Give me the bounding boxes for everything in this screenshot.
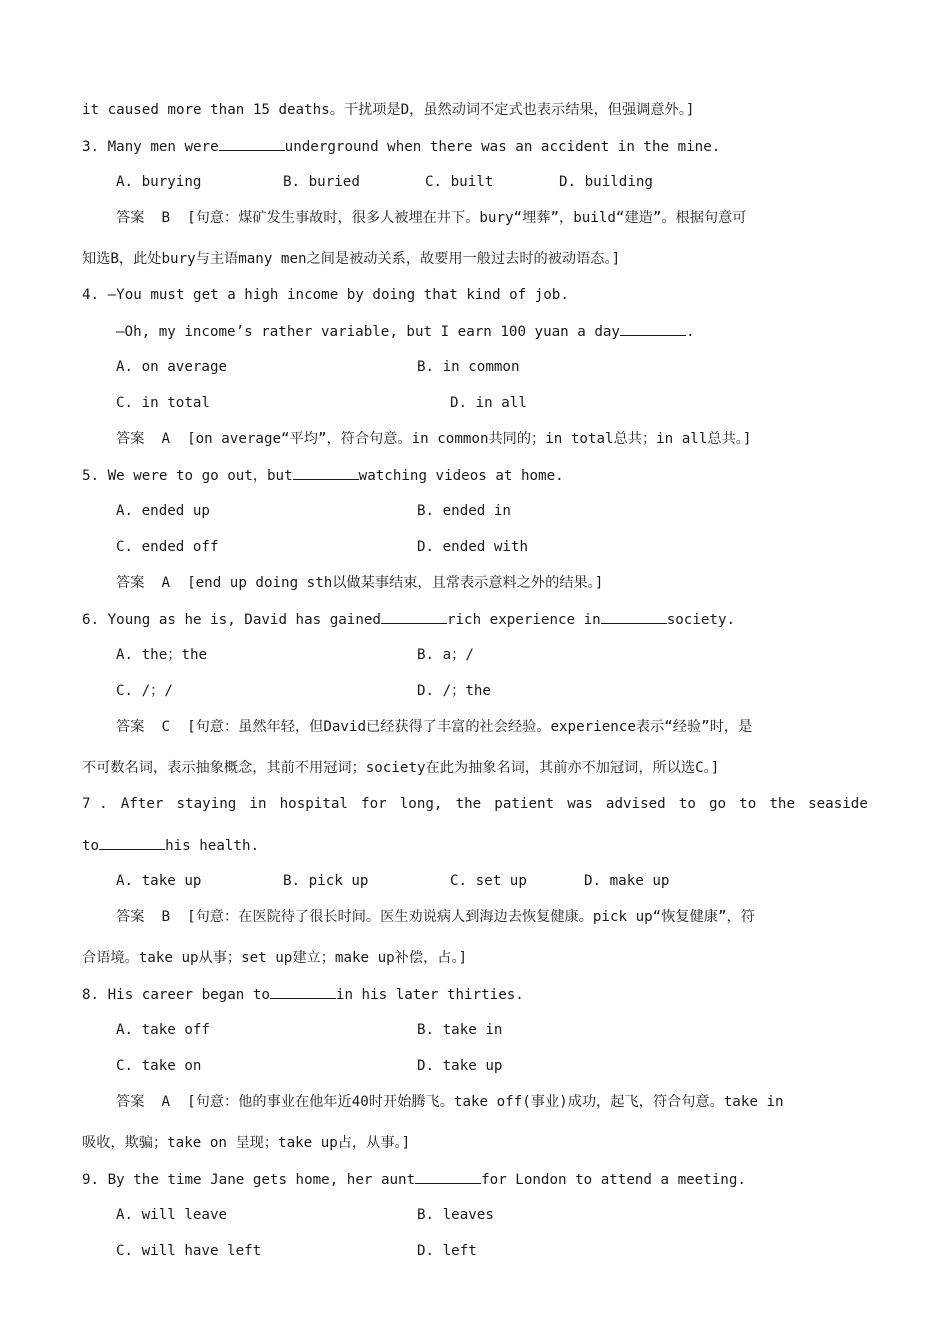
fill-blank [270,985,336,999]
option-a: A. take up [116,873,202,889]
answer-8-line-1: 答案 A [句意：他的事业在他年近40时开始腾飞。take off(事业)成功，起飞，符合句意。take in [116,1094,784,1110]
answer-7-line-2: 合语境。take up从事；set up建立；make up补偿，占。] [82,950,468,966]
option-c: C. take on [116,1058,202,1074]
option-a: A. ended up [116,503,210,519]
question-4-line-2: —Oh, my income’s rather variable, but I earn 100 yuan a day . [116,324,695,340]
answer-continuation-line: it caused more than 15 deaths。干扰项是D，虽然动词不定式也表示结果，但强调意外。] [82,102,695,118]
fill-blank [620,322,686,336]
option-a: A. on average [116,359,228,375]
option-c: C. /；/ [116,683,173,699]
option-b: B. in common [417,359,520,375]
fill-blank [601,610,667,624]
question-4-line-1: 4. —You must get a high income by doing that kind of job. [82,287,569,303]
fill-blank [219,137,285,151]
option-a: A. will leave [116,1207,228,1223]
question-8: 8. His career began to in his later thirties. [82,987,524,1003]
option-d: D. take up [417,1058,503,1074]
option-d: D. left [417,1243,477,1259]
question-7-line-1: 7 . After staying in hospital for long, the patient was advised to go to the seaside [82,796,868,812]
option-b: B. leaves [417,1207,494,1223]
answer-6-line-2: 不可数名词，表示抽象概念，其前不用冠词；society在此为抽象名词，其前亦不加冠词，所以选C。] [82,760,720,776]
option-c: C. will have left [116,1243,262,1259]
answer-3-line-2: 知选B，此处bury与主语many men之间是被动关系，故要用一般过去时的被动语态。] [82,251,621,267]
answer-6-line-1: 答案 C [句意：虽然年轻，但David已经获得了丰富的社会经验。experience表示“经验”时，是 [116,719,753,735]
option-c: C. in total [116,395,210,411]
answer-4: 答案 A [on average“平均”，符合句意。in common共同的；in total总共；in all总共。] [116,431,752,447]
option-c: C. set up [450,873,527,889]
option-d: D. ended with [417,539,529,555]
option-c: C. ended off [116,539,219,555]
question-5: 5. We were to go out，but watching videos at home. [82,468,564,484]
option-a: A. take off [116,1022,210,1038]
question-9: 9. By the time Jane gets home, her aunt for London to attend a meeting. [82,1172,746,1188]
option-b: B. take in [417,1022,503,1038]
answer-5: 答案 A [end up doing sth以做某事结束，且常表示意料之外的结果。] [116,575,604,591]
option-d: D. in all [450,395,527,411]
option-d: D. /；the [417,683,491,699]
option-c: C. built [425,174,494,190]
fill-blank [99,836,165,850]
question-7-line-2: to his health. [82,838,260,854]
option-b: B. pick up [283,873,369,889]
question-6: 6. Young as he is, David has gained rich experience in society. [82,612,736,628]
option-b: B. buried [283,174,360,190]
option-d: D. make up [584,873,670,889]
option-b: B. a；/ [417,647,474,663]
fill-blank [415,1170,481,1184]
question-3: 3. Many men were underground when there was an accident in the mine. [82,139,721,155]
fill-blank [381,610,447,624]
option-d: D. building [559,174,653,190]
option-a: A. burying [116,174,202,190]
option-b: B. ended in [417,503,511,519]
answer-3-line-1: 答案 B [句意：煤矿发生事故时，很多人被埋在井下。bury“埋葬”，build“建造”。根据句意可 [116,210,747,226]
option-a: A. the；the [116,647,208,663]
fill-blank [293,466,359,480]
answer-8-line-2: 吸收，欺骗；take on 呈现；take up占，从事。] [82,1135,411,1151]
answer-7-line-1: 答案 B [句意：在医院待了很长时间。医生劝说病人到海边去恢复健康。pick up“恢复健康”，符 [116,909,755,925]
